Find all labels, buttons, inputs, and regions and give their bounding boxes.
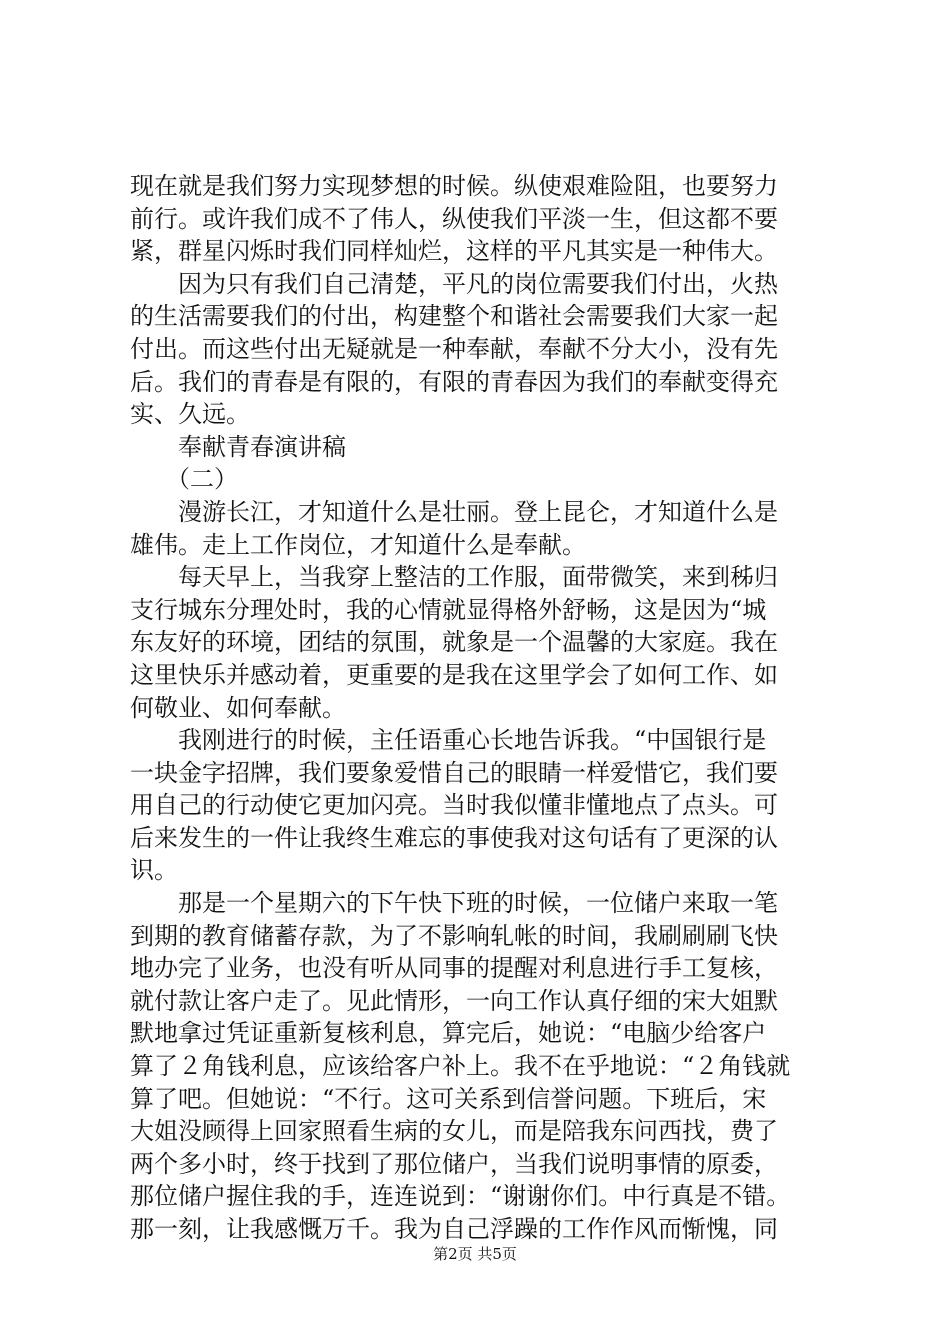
text-line: 到期的教育储蓄存款，为了不影响轧帐的时间，我刷刷刷飞快 (130, 921, 778, 950)
text-line: 雄伟。走上工作岗位，才知道什么是奉献。 (130, 530, 586, 559)
section-title: 奉献青春演讲稿 (130, 432, 346, 461)
text-line: 后。我们的青春是有限的，有限的青春因为我们的奉献变得充 (130, 367, 778, 396)
document-body (130, 170, 830, 1246)
text-line: 紧，群星闪烁时我们同样灿烂，这样的平凡其实是一种伟大。 (130, 237, 778, 266)
text-line: 后来发生的一件让我终生难忘的事使我对这句话有了更深的认 (130, 823, 778, 852)
text-line: 算了２角钱利息，应该给客户补上。我不在乎地说：“２角钱就 (130, 1052, 791, 1081)
text-line: 默地拿过凭证重新复核利息，算完后，她说：“电脑少给客户 (130, 1019, 767, 1048)
text-line: 东友好的环境，团结的氛围，就象是一个温馨的大家庭。我在 (130, 628, 778, 657)
text-line: 就付款让客户走了。见此情形，一向工作认真仔细的宋大姐默 (130, 986, 778, 1015)
text-line: 算了吧。但她说：“不行。这可关系到信誉问题。下班后，宋 (130, 1084, 767, 1113)
text-line: 支行城东分理处时，我的心情就显得格外舒畅，这是因为“城 (130, 595, 767, 624)
text-line: 漫游长江，才知道什么是壮丽。登上昆仑，才知道什么是 (130, 497, 778, 526)
text-line: 那一刻，让我感慨万千。我为自己浮躁的工作作风而惭愧，同 (130, 1215, 778, 1243)
text-line: 那是一个星期六的下午快下班的时候，一位储户来取一笔 (130, 889, 778, 918)
text-line: 地办完了业务，也没有听从同事的提醒对利息进行手工复核， (130, 954, 778, 983)
text-line: 两个多小时，终于找到了那位储户，当我们说明事情的原委， (130, 1149, 778, 1178)
text-line: 付出。而这些付出无疑就是一种奉献，奉献不分大小，没有先 (130, 334, 778, 363)
text-line: 何敬业、如何奉献。 (130, 693, 346, 722)
text-line: 大姐没顾得上回家照看生病的女儿，而是陪我东问西找，费了 (130, 1117, 778, 1146)
text-line: 一块金字招牌，我们要象爱惜自己的眼睛一样爱惜它，我们要 (130, 758, 778, 787)
text-line: 前行。或许我们成不了伟人，纵使我们平淡一生，但这都不要 (130, 204, 778, 233)
text-line: 识。 (130, 856, 178, 885)
text-line: 我刚进行的时候，主任语重心长地告诉我。“中国银行是 (130, 726, 767, 755)
text-line: 这里快乐并感动着，更重要的是我在这里学会了如何工作、如 (130, 660, 778, 689)
text-line: 那位储户握住我的手，连连说到：“谢谢你们。中行真是不错。 (130, 1182, 791, 1211)
text-line: 因为只有我们自己清楚，平凡的岗位需要我们付出，火热 (130, 269, 778, 298)
text-line: 实、久远。 (130, 400, 250, 429)
text-line: 的生活需要我们的付出，构建整个和谐社会需要我们大家一起 (130, 302, 778, 331)
page-number-footer: 第2页 共5页 (433, 1245, 517, 1263)
text-line: 现在就是我们努力实现梦想的时候。纵使艰难险阻，也要努力 (130, 172, 778, 200)
text-line: 每天早上，当我穿上整洁的工作服，面带微笑，来到秭归 (130, 563, 778, 592)
text-line: 用自己的行动使它更加闪亮。当时我似懂非懂地点了点头。可 (130, 791, 778, 820)
section-number: （二） (130, 465, 238, 494)
